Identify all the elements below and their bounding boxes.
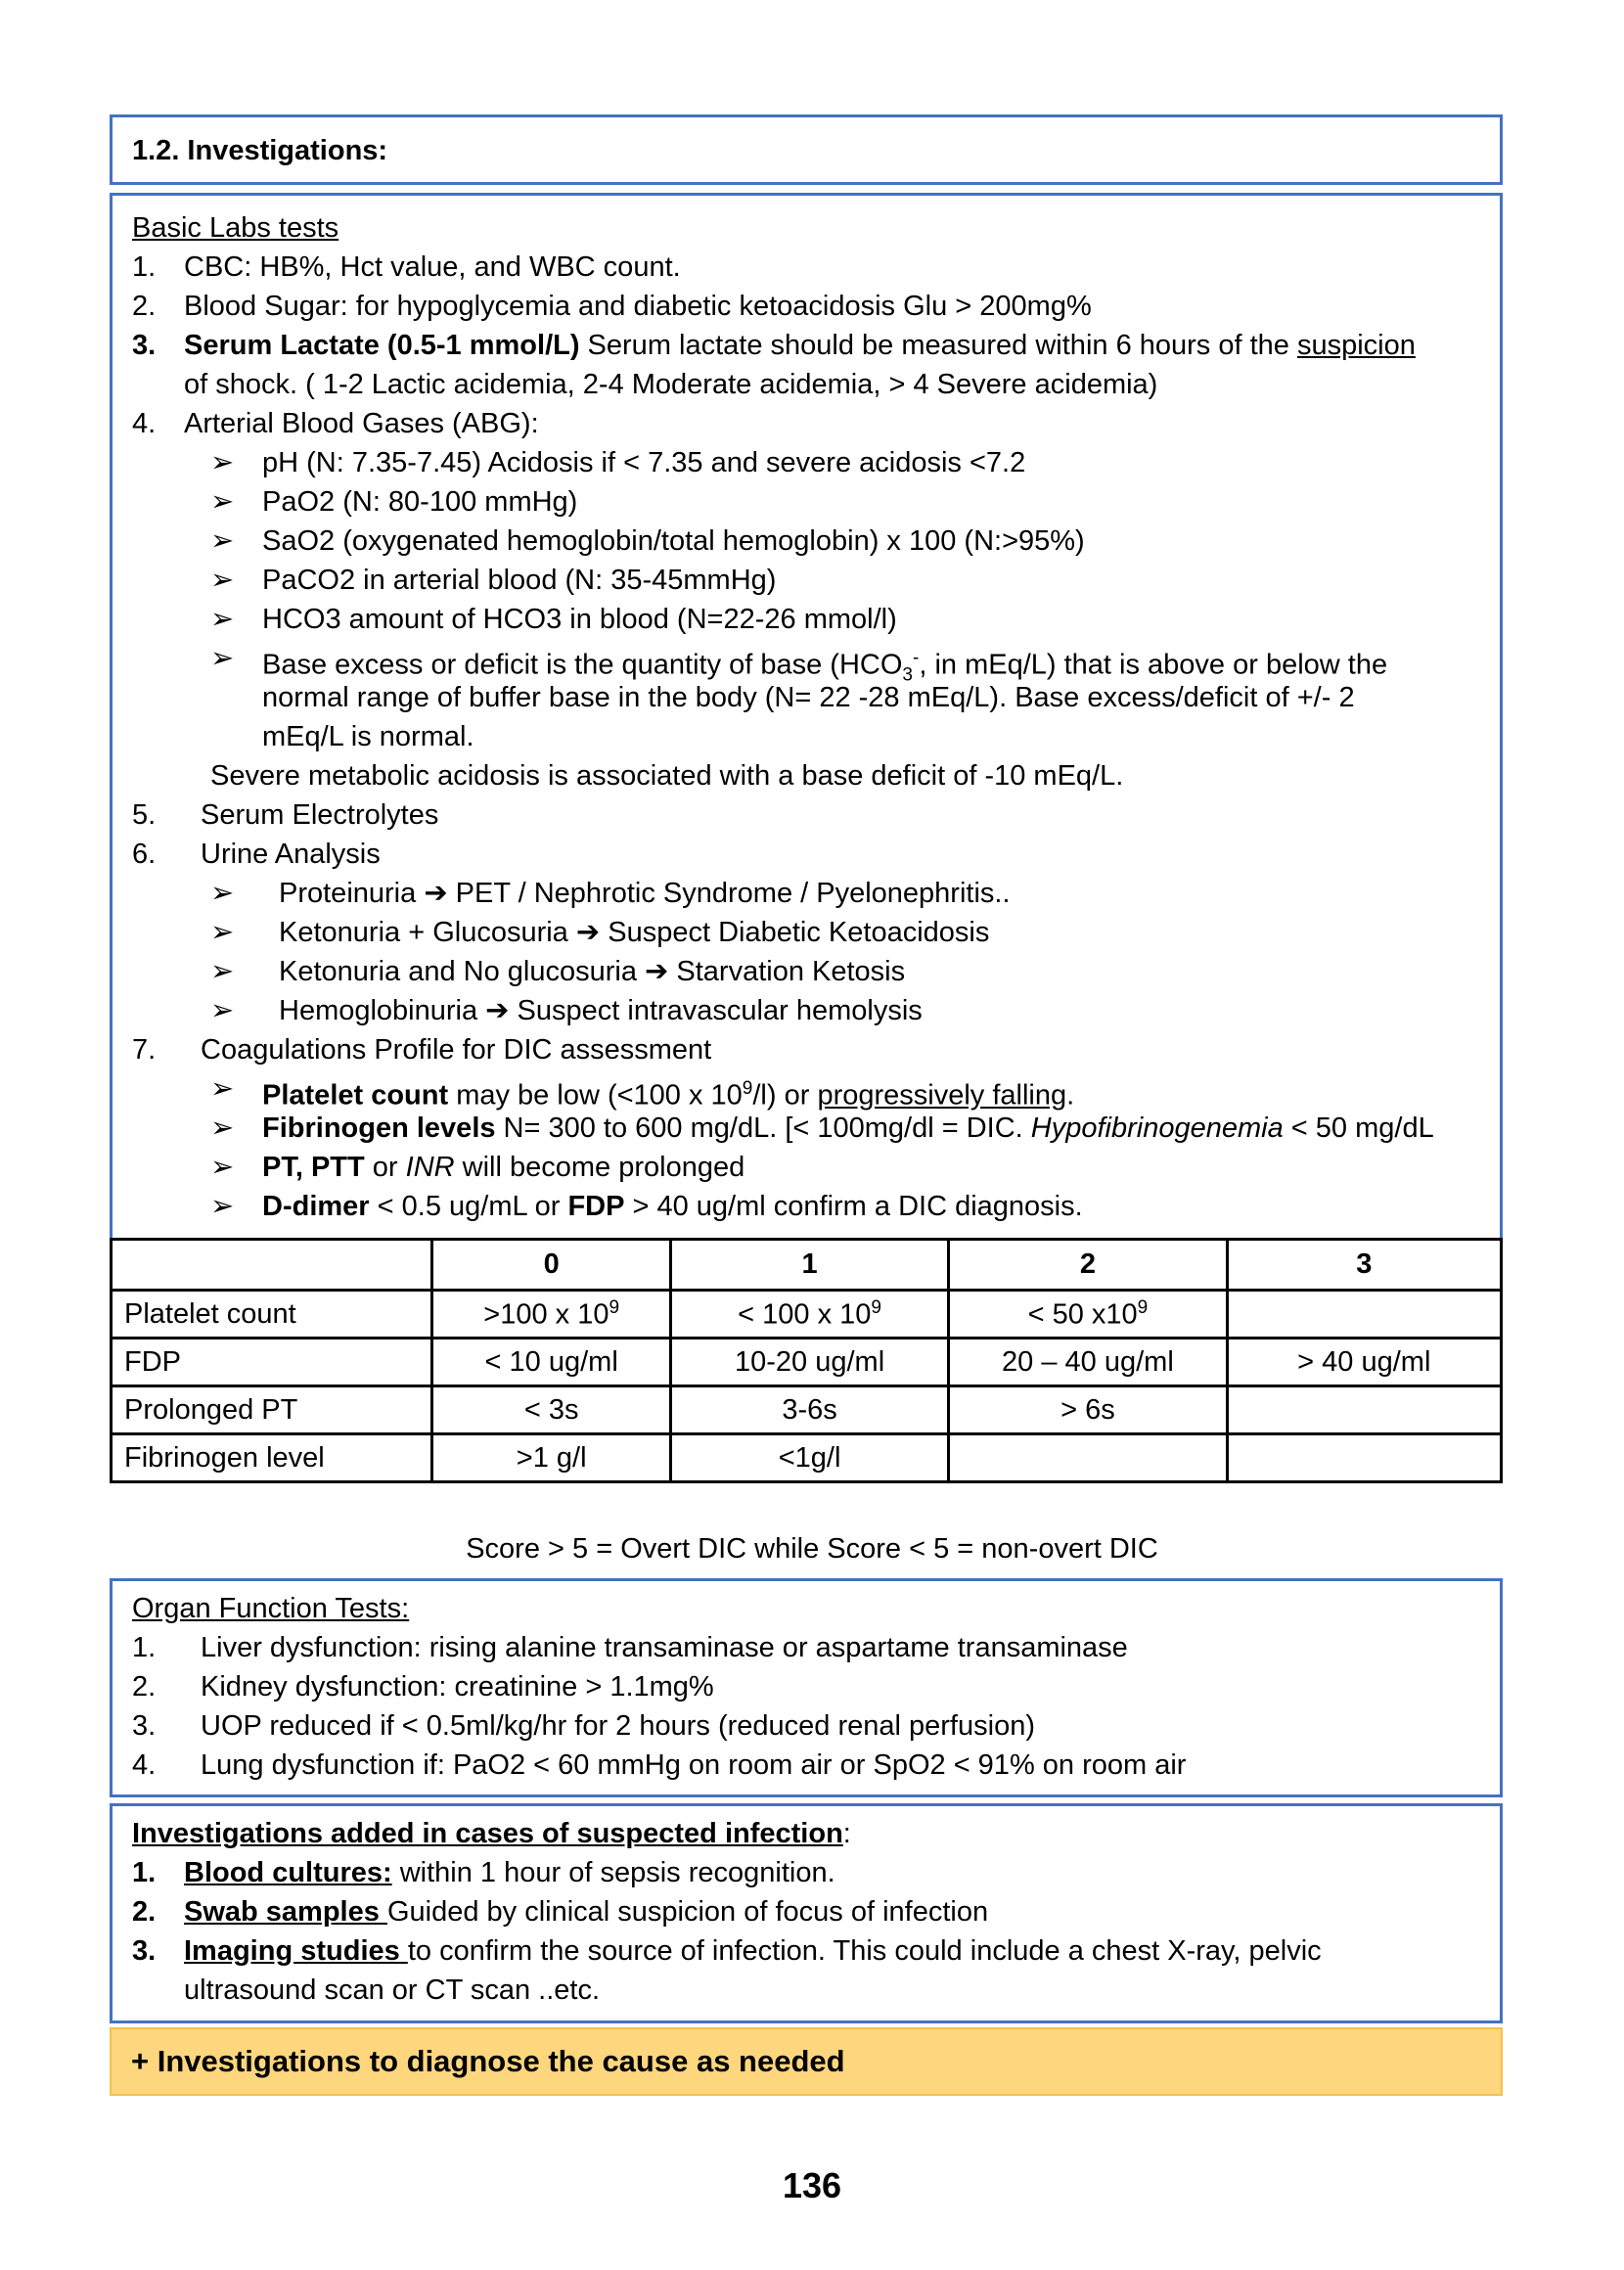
urine-interpretation: Starvation Ketosis bbox=[668, 956, 906, 987]
banner-text: + Investigations to diagnose the cause as needed bbox=[131, 2044, 845, 2078]
list-number: 2. bbox=[132, 1671, 157, 1702]
abg-item: HCO3 amount of HCO3 in blood (N=22-26 mmol/l) bbox=[262, 604, 897, 635]
list-number: 1. bbox=[132, 251, 157, 283]
urine-finding: Proteinuria bbox=[279, 878, 425, 909]
list-number: 1. bbox=[132, 1632, 157, 1663]
arrow-bullet-icon: ➢ bbox=[210, 604, 235, 635]
infection-heading: Investigations added in cases of suspected infection bbox=[132, 1818, 843, 1849]
abg-item: pH (N: 7.35-7.45) Acidosis if < 7.35 and severe acidosis <7.2 bbox=[262, 447, 1026, 478]
severe-acidosis-note: Severe metabolic acidosis is associated with a base deficit of -10 mEq/L. bbox=[210, 760, 1124, 792]
fibrinogen-end: < 50 mg/dL bbox=[1283, 1112, 1434, 1144]
platelet-end: . bbox=[1066, 1079, 1075, 1112]
coag-fibrinogen bbox=[262, 1110, 1434, 1147]
table-header-cell bbox=[112, 1240, 432, 1291]
row-label: Platelet count bbox=[112, 1291, 432, 1339]
cell-sup: 9 bbox=[871, 1296, 881, 1318]
item-text: within 1 hour of sepsis recognition. bbox=[391, 1857, 835, 1888]
table-cell bbox=[949, 1434, 1227, 1482]
list-number: 2. bbox=[132, 291, 157, 322]
list-item: Blood Sugar: for hypoglycemia and diabetic ketoacidosis Glu > 200mg% bbox=[184, 291, 1092, 322]
arrow-bullet-icon: ➢ bbox=[210, 1152, 235, 1183]
arrow-bullet-icon: ➢ bbox=[210, 525, 235, 557]
organ-function-box bbox=[110, 1578, 1503, 1797]
infection-heading-colon: : bbox=[842, 1818, 851, 1849]
cell-sup: 9 bbox=[609, 1296, 620, 1318]
list-number: 4. bbox=[132, 408, 157, 439]
arrow-bullet-icon: ➢ bbox=[210, 1112, 235, 1144]
row-label: Prolonged PT bbox=[112, 1386, 432, 1434]
row-label: Fibrinogen level bbox=[112, 1434, 432, 1482]
abg-item: PaCO2 in arterial blood (N: 35-45mmHg) bbox=[262, 565, 777, 596]
inr-label: INR bbox=[405, 1152, 455, 1183]
table-cell: 3-6s bbox=[670, 1386, 948, 1434]
table-cell bbox=[1227, 1434, 1501, 1482]
implies-arrow-icon: ➔ bbox=[485, 995, 510, 1026]
table-cell bbox=[670, 1291, 948, 1339]
arrow-bullet-icon: ➢ bbox=[210, 486, 235, 518]
platelet-text2: /l) or bbox=[752, 1079, 818, 1112]
base-excess-text: Base excess or deficit is the quantity of base (HCO bbox=[262, 649, 903, 681]
table-header-cell: 2 bbox=[949, 1240, 1227, 1291]
platelet-text: may be low (<100 x 10 bbox=[448, 1079, 743, 1112]
progressively-falling: progressively falling bbox=[817, 1079, 1067, 1112]
pt-text: or bbox=[364, 1152, 406, 1183]
section-title-box bbox=[110, 114, 1503, 185]
fdp-label: FDP bbox=[567, 1191, 625, 1222]
table-row bbox=[112, 1386, 1502, 1434]
list-item: Liver dysfunction: rising alanine transaminase or aspartame transaminase bbox=[201, 1632, 1128, 1663]
arrow-bullet-icon: ➢ bbox=[210, 995, 235, 1026]
table-cell: < 10 ug/ml bbox=[432, 1339, 670, 1386]
cause-banner bbox=[110, 2027, 1503, 2096]
table-row bbox=[112, 1291, 1502, 1339]
table-cell bbox=[949, 1291, 1227, 1339]
list-item-continuation: of shock. ( 1-2 Lactic acidemia, 2-4 Moderate acidemia, > 4 Severe acidemia) bbox=[184, 369, 1158, 400]
table-cell: < 3s bbox=[432, 1386, 670, 1434]
arrow-bullet-icon: ➢ bbox=[210, 447, 235, 478]
table-header-cell: 1 bbox=[670, 1240, 948, 1291]
dic-score-table bbox=[110, 1238, 1503, 1483]
implies-arrow-icon: ➔ bbox=[575, 917, 601, 948]
urine-finding: Ketonuria + Glucosuria bbox=[279, 917, 576, 948]
cell-sup: 9 bbox=[1137, 1296, 1149, 1318]
list-number: 3. bbox=[132, 330, 157, 361]
basic-labs-heading: Basic Labs tests bbox=[132, 212, 339, 244]
item-text: Guided by clinical suspicion of focus of infection bbox=[386, 1896, 989, 1928]
hypofibrinogenemia: Hypofibrinogenemia bbox=[1030, 1112, 1284, 1144]
list-item: Urine Analysis bbox=[201, 839, 381, 870]
hco3-subscript: 3 bbox=[902, 664, 913, 686]
cell-value: < 50 x10 bbox=[1027, 1298, 1138, 1331]
list-number: 3. bbox=[132, 1935, 157, 1967]
list-number: 6. bbox=[132, 839, 157, 870]
page-number: 136 bbox=[782, 2165, 842, 2205]
base-excess-line-3: mEq/L is normal. bbox=[262, 721, 474, 752]
urine-item bbox=[279, 953, 905, 990]
list-item bbox=[184, 1854, 835, 1891]
list-item: Arterial Blood Gases (ABG): bbox=[184, 408, 539, 439]
coag-ddimer bbox=[262, 1188, 1083, 1225]
urine-interpretation: Suspect Diabetic Ketoacidosis bbox=[600, 917, 990, 948]
arrow-bullet-icon: ➢ bbox=[210, 956, 235, 987]
base-excess-text-end: , in mEq/L) that is above or below the bbox=[919, 649, 1388, 681]
table-cell bbox=[1227, 1386, 1501, 1434]
arrow-bullet-icon: ➢ bbox=[210, 1191, 235, 1222]
list-item: Lung dysfunction if: PaO2 < 60 mmHg on room air or SpO2 < 91% on room air bbox=[201, 1749, 1187, 1781]
list-item: CBC: HB%, Hct value, and WBC count. bbox=[184, 251, 681, 283]
arrow-bullet-icon: ➢ bbox=[210, 878, 235, 909]
table-row bbox=[112, 1434, 1502, 1482]
fibrinogen-text: N= 300 to 600 mg/dL. [< 100mg/dl = DIC. bbox=[495, 1112, 1031, 1144]
table-cell: <1g/l bbox=[670, 1434, 948, 1482]
list-item: UOP reduced if < 0.5ml/kg/hr for 2 hours (reduced renal perfusion) bbox=[201, 1710, 1035, 1742]
list-item: Coagulations Profile for DIC assessment bbox=[201, 1034, 712, 1066]
urine-finding: Ketonuria and No glucosuria bbox=[279, 956, 646, 987]
table-cell: >1 g/l bbox=[432, 1434, 670, 1482]
list-item: Kidney dysfunction: creatinine > 1.1mg% bbox=[201, 1671, 714, 1702]
table-cell: 10-20 ug/ml bbox=[670, 1339, 948, 1386]
table-cell: 20 – 40 ug/ml bbox=[949, 1339, 1227, 1386]
platelet-label: Platelet count bbox=[262, 1079, 449, 1112]
list-item: Serum Electrolytes bbox=[201, 799, 439, 831]
item-text: to confirm the source of infection. This could include a chest X-ray, pelvic bbox=[407, 1935, 1322, 1967]
ddimer-text: < 0.5 ug/mL or bbox=[369, 1191, 568, 1222]
list-item bbox=[184, 327, 1416, 364]
ddimer-label: D-dimer bbox=[262, 1191, 370, 1222]
list-number: 2. bbox=[132, 1896, 157, 1928]
cell-value: >100 x 10 bbox=[483, 1298, 609, 1331]
table-cell bbox=[1227, 1291, 1501, 1339]
urine-interpretation: Suspect intravascular hemolysis bbox=[509, 995, 923, 1026]
table-header-cell: 3 bbox=[1227, 1240, 1501, 1291]
pt-label: PT, PTT bbox=[262, 1152, 365, 1183]
table-header-row bbox=[112, 1240, 1502, 1291]
urine-interpretation: PET / Nephrotic Syndrome / Pyelonephritis.. bbox=[447, 878, 1011, 909]
implies-arrow-icon: ➔ bbox=[424, 878, 448, 909]
table-row bbox=[112, 1339, 1502, 1386]
basic-labs-box bbox=[110, 193, 1503, 1241]
hco3-superscript: - bbox=[913, 648, 920, 668]
table-cell: > 40 ug/ml bbox=[1227, 1339, 1501, 1386]
list-number: 1. bbox=[132, 1857, 157, 1888]
implies-arrow-icon: ➔ bbox=[645, 956, 669, 987]
urine-item bbox=[279, 914, 989, 951]
abg-item: PaO2 (N: 80-100 mmHg) bbox=[262, 486, 578, 518]
base-excess-line-2: normal range of buffer base in the body (N= 22 -28 mEq/L). Base excess/deficit of +/- 2 bbox=[262, 682, 1355, 713]
table-header-cell: 0 bbox=[432, 1240, 670, 1291]
arrow-bullet-icon: ➢ bbox=[210, 565, 235, 596]
infection-heading-line bbox=[132, 1815, 851, 1852]
serum-lactate-label: Serum Lactate (0.5-1 mmol/L) bbox=[184, 330, 580, 361]
list-number: 3. bbox=[132, 1710, 157, 1742]
organ-heading: Organ Function Tests: bbox=[132, 1593, 410, 1624]
arrow-bullet-icon: ➢ bbox=[210, 643, 235, 674]
abg-item: SaO2 (oxygenated hemoglobin/total hemoglobin) x 100 (N:>95%) bbox=[262, 525, 1085, 557]
infection-box bbox=[110, 1803, 1503, 2023]
arrow-bullet-icon: ➢ bbox=[210, 1073, 235, 1105]
urine-item bbox=[279, 875, 1011, 912]
swab-samples-label: Swab samples bbox=[184, 1896, 387, 1928]
cell-value: < 100 x 10 bbox=[738, 1298, 872, 1331]
ddimer-end: > 40 ug/ml confirm a DIC diagnosis. bbox=[624, 1191, 1083, 1222]
score-note: Score > 5 = Overt DIC while Score < 5 = non-overt DIC bbox=[466, 1533, 1158, 1565]
list-item bbox=[184, 1893, 988, 1930]
suspicion-word: suspicion bbox=[1296, 330, 1416, 361]
serum-lactate-text: Serum lactate should be measured within 6 hours of the bbox=[579, 330, 1297, 361]
table-cell bbox=[432, 1291, 670, 1339]
list-number: 4. bbox=[132, 1749, 157, 1781]
row-label: FDP bbox=[112, 1339, 432, 1386]
pt-end: will become prolonged bbox=[454, 1152, 745, 1183]
list-number: 5. bbox=[132, 799, 157, 831]
imaging-studies-label: Imaging studies bbox=[184, 1935, 408, 1967]
coag-pt bbox=[262, 1149, 744, 1186]
list-number: 7. bbox=[132, 1034, 157, 1066]
urine-finding: Hemoglobinuria bbox=[279, 995, 486, 1026]
blood-cultures-label: Blood cultures: bbox=[184, 1857, 392, 1888]
fibrinogen-label: Fibrinogen levels bbox=[262, 1112, 496, 1144]
platelet-sup: 9 bbox=[742, 1078, 753, 1099]
table-cell: > 6s bbox=[949, 1386, 1227, 1434]
arrow-bullet-icon: ➢ bbox=[210, 917, 235, 948]
section-title: 1.2. Investigations: bbox=[132, 135, 388, 166]
list-item-continuation: ultrasound scan or CT scan ..etc. bbox=[184, 1975, 601, 2006]
urine-item bbox=[279, 992, 923, 1029]
list-item bbox=[184, 1932, 1322, 1970]
coag-platelet bbox=[262, 1070, 1074, 1114]
